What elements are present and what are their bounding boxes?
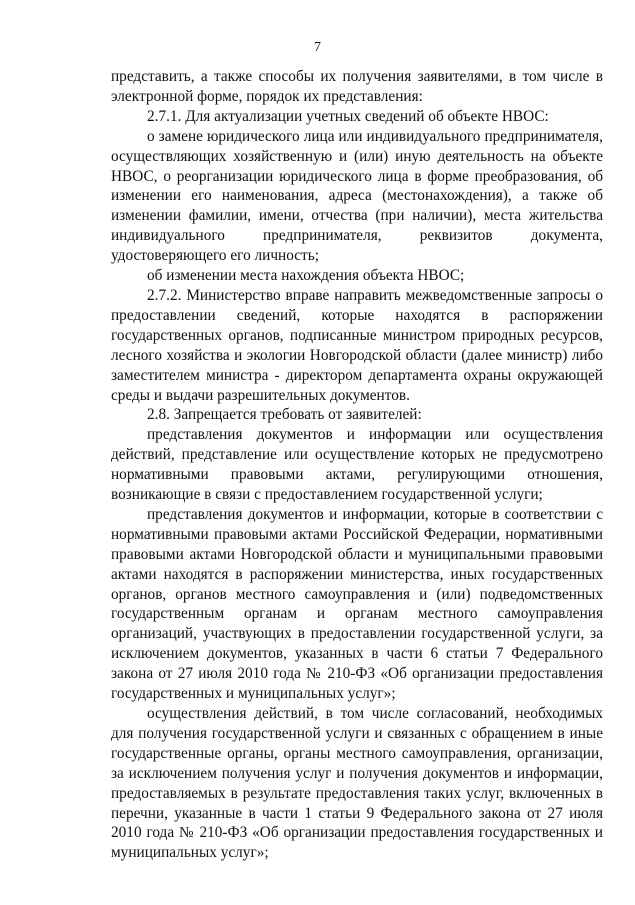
- paragraph-continuation: представить, а также способы их получения заявителями, в том числе в электронной форме, порядок их представления:: [111, 68, 603, 105]
- paragraph-2-7-1: 2.7.1. Для актуализации учетных сведений об объекте НВОС:: [147, 107, 549, 125]
- page-number: 7: [314, 40, 321, 55]
- paragraph-2-8: 2.8. Запрещается требовать от заявителей:: [147, 406, 422, 424]
- paragraph-2-7-2: 2.7.2. Министерство вправе направить межведомственные запросы о предоставлении сведений, которые находятся в распоряжении государственных органов, подписанные министром природных ресурсов, лесного хозяйства и экологии Новгородской области (далее министр) либо заместителем министра - директором департамента охраны окружающей среды и выдачи разрешительных документов.: [111, 286, 603, 404]
- paragraph-location-change: об изменении места нахождения объекта НВОС;: [147, 267, 465, 285]
- document-body: [111, 67, 603, 863]
- paragraph-prohibition-2: представления документов и информации, которые в соответствии с нормативными правовыми актами Российской Федерации, нормативными правовыми актами Новгородской области и муниципальными правовыми актами находятся в распоряжении министерства, иных государственных органов, органов местного самоуправления и (или) подведомственных государственным органам и органам местного самоуправления организаций, участвующих в предоставлении государственной услуги, за исключением документов, указанных в части 6 статьи 7 Федерального закона от 27 июля 2010 года № 210-ФЗ «Об организации предоставления государственных и муниципальных услуг»;: [111, 505, 603, 703]
- paragraph-prohibition-3: осуществления действий, в том числе согласований, необходимых для получения государственной услуги и связанных с обращением в иные государственные органы, органы местного самоуправления, организации, за исключением получения услуг и получения документов и информации, предоставляемых в результате предоставления таких услуг, включенных в перечни, указанные в части 1 статьи 9 Федерального закона от 27 июля 2010 года № 210-ФЗ «Об организации предоставления государственных и муниципальных услуг»;: [111, 705, 603, 862]
- paragraph-replacement-entity: о замене юридического лица или индивидуального предпринимателя, осуществляющих хозяйственную и (или) иную деятельность на объекте НВОС, о реорганизации юридического лица в форме преобразования, об изменении его наименования, адреса (местонахождения), а также об изменении фамилии, имени, отчества (при наличии), места жительства индивидуального предпринимателя, реквизитов документа, удостоверяющего его личность;: [111, 127, 603, 265]
- paragraph-prohibition-1: представления документов и информации или осуществления действий, представление или осуществление которых не предусмотрено нормативными правовыми актами, регулирующими отношения, возникающие в связи с предоставлением государственной услуги;: [111, 426, 603, 504]
